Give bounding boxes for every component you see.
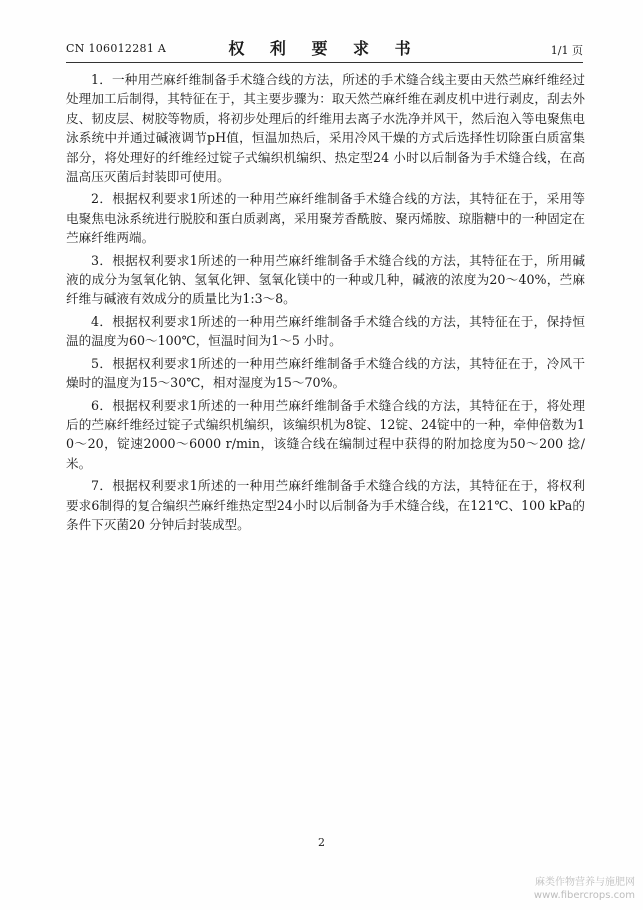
claim-2: 2．根据权利要求1所述的一种用苎麻纤维制备手术缝合线的方法，其特征在于，采用等电聚焦电泳系统进行脱胶和蛋白质剥离，采用聚芳香酰胺、聚丙烯胺、琼脂糖中的一种固定在苎麻纤维两端。 xyxy=(66,191,585,246)
claim-5: 5．根据权利要求1所述的一种用苎麻纤维制备手术缝合线的方法，其特征在于，冷风干燥时的温度为15～30℃，相对湿度为15～70%。 xyxy=(66,355,585,391)
claims-list xyxy=(66,70,585,537)
watermark-site-name: 麻类作物营养与施肥网 xyxy=(535,877,635,888)
claim-7: 7．根据权利要求1所述的一种用苎麻纤维制备手术缝合线的方法，其特征在于，将权利要求6制得的复合编织苎麻纤维热定型24小时以后制备为手术缝合线，在121℃、100 kPa的条件下灭菌20 分钟后封装成型。 xyxy=(66,478,585,532)
claim-1: 1．一种用苎麻纤维制备手术缝合线的方法，所述的手术缝合线主要由天然苎麻纤维经过处理加工后制得，其特征在于，其主要步骤为：取天然苎麻纤维在剥皮机中进行剥皮，刮去外皮、韧皮层、树胶等物质，将初步处理后的纤维用去离子水洗净并风干，然后泡入等电聚焦电泳系统中并通过碱液调节pH值，恒温加热后，采用冷风干燥的方式后选择性切除蛋白质富集部分，将处理好的纤维经过锭子式编织机编织、热定型24 小时以后制备为手术缝合线，在高温高压灭菌后封装即可使用。 xyxy=(66,72,585,185)
header-divider xyxy=(66,62,583,63)
document-header xyxy=(66,36,583,60)
claim-6: 6．根据权利要求1所述的一种用苎麻纤维制备手术缝合线的方法，其特征在于，将处理后的苎麻纤维经过锭子式编织机编织，该编织机为8锭、12锭、24锭中的一种，牵伸倍数为10～20，锭速2000～6000 r/min，该缝合线在编制过程中获得的附加捻度为50～200 捻/米。 xyxy=(66,397,585,471)
document-title: 权 利 要 求 书 xyxy=(228,39,421,58)
claim-4: 4．根据权利要求1所述的一种用苎麻纤维制备手术缝合线的方法，其特征在于，保持恒温的温度为60～100℃，恒温时间为1～5 小时。 xyxy=(66,313,585,349)
watermark-url: www.fibercrops.com xyxy=(533,890,635,901)
page-number: 2 xyxy=(318,836,325,849)
watermark xyxy=(534,876,635,902)
patent-number: CN 106012281 A xyxy=(66,42,167,55)
page-info: 1/1 页 xyxy=(550,44,583,57)
claim-3: 3．根据权利要求1所述的一种用苎麻纤维制备手术缝合线的方法，其特征在于，所用碱液的成分为氢氧化钠、氢氧化钾、氢氧化镁中的一种或几种，碱液的浓度为20～40%，苎麻纤维与碱液有效成分的质量比为1:3～8。 xyxy=(66,252,585,307)
